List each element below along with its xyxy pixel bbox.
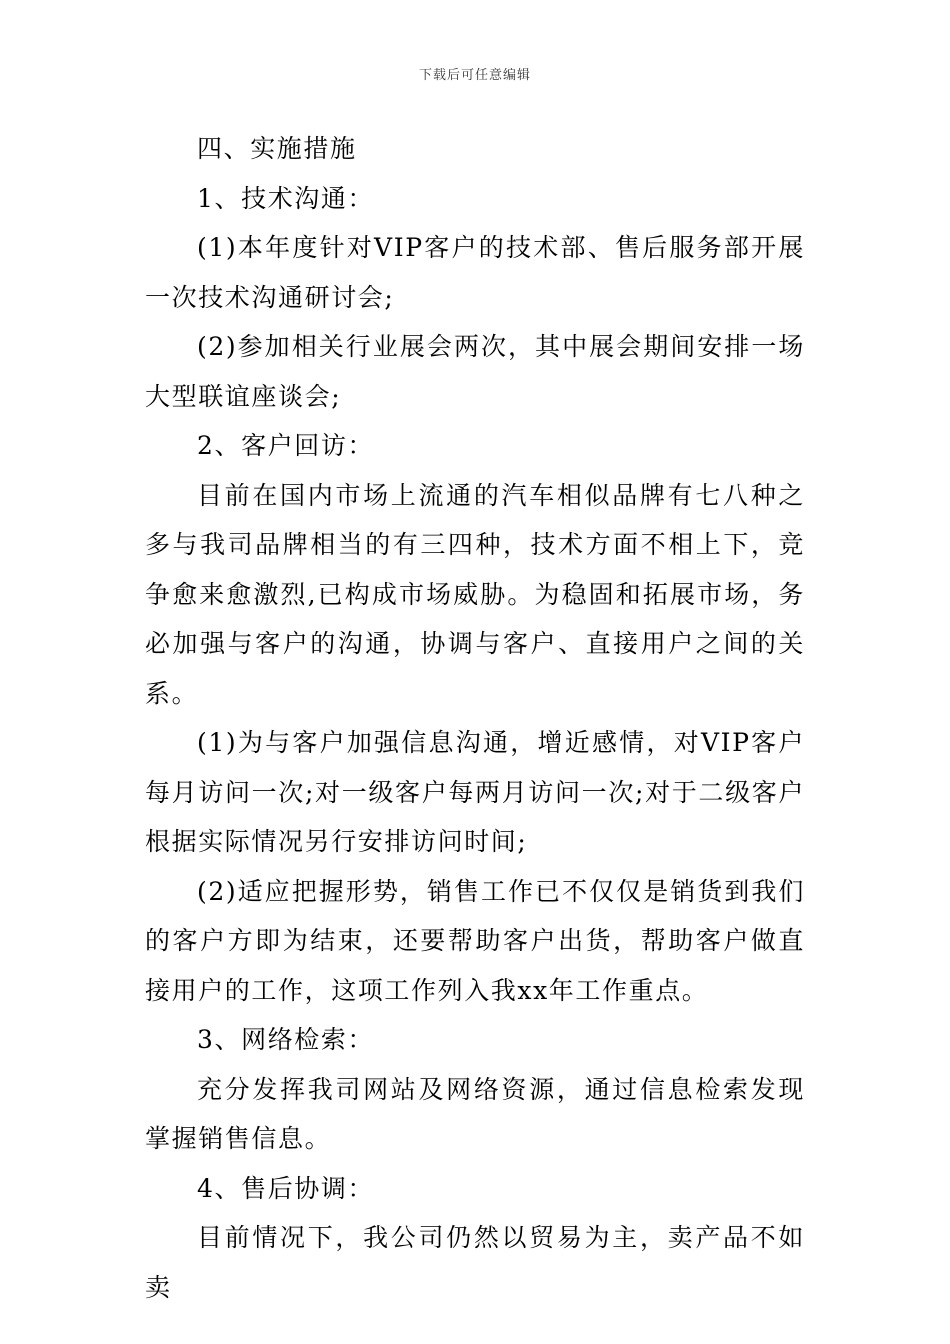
paragraph: (2)适应把握形势，销售工作已不仅仅是销货到我们的客户方即为结束，还要帮助客户出货，帮助客户做直接用户的工作，这项工作列入我xx年工作重点。: [145, 876, 805, 1005]
section-heading-measures: 四、实施措施: [197, 134, 357, 163]
paragraph: 目前情况下，我公司仍然以贸易为主，卖产品不如卖: [145, 1223, 805, 1302]
paragraph: (1)为与客户加强信息沟通，增近感情，对VIP客户每月访问一次;对一级客户每两月访问一次;对于二级客户根据实际情况另行安排访问时间;: [145, 728, 805, 856]
paragraph: (1)本年度针对VIP客户的技术部、售后服务部开展一次技术沟通研讨会;: [145, 233, 805, 312]
subheading-after-sales: 4、售后协调：: [197, 1173, 375, 1203]
subheading-customer-visits: 2、客户回访：: [197, 431, 375, 460]
paragraph: 充分发挥我司网站及网络资源，通过信息检索发现掌握销售信息。: [145, 1074, 805, 1153]
document-body: [145, 124, 805, 1312]
paragraph: (2)参加相关行业展会两次，其中展会期间安排一场大型联谊座谈会;: [145, 332, 805, 411]
subheading-technical-communication: 1、技术沟通：: [197, 183, 375, 213]
page-header-note: 下载后可任意编辑: [418, 68, 531, 83]
paragraph: 目前在国内市场上流通的汽车相似品牌有七八种之多与我司品牌相当的有三四种，技术方面不相上下，竞争愈来愈激烈,已构成市场威胁。为稳固和拓展市场，务必加强与客户的沟通，协调与客户、直接用户之间的关系。: [145, 480, 805, 708]
subheading-network-search: 3、网络检索：: [197, 1025, 375, 1054]
